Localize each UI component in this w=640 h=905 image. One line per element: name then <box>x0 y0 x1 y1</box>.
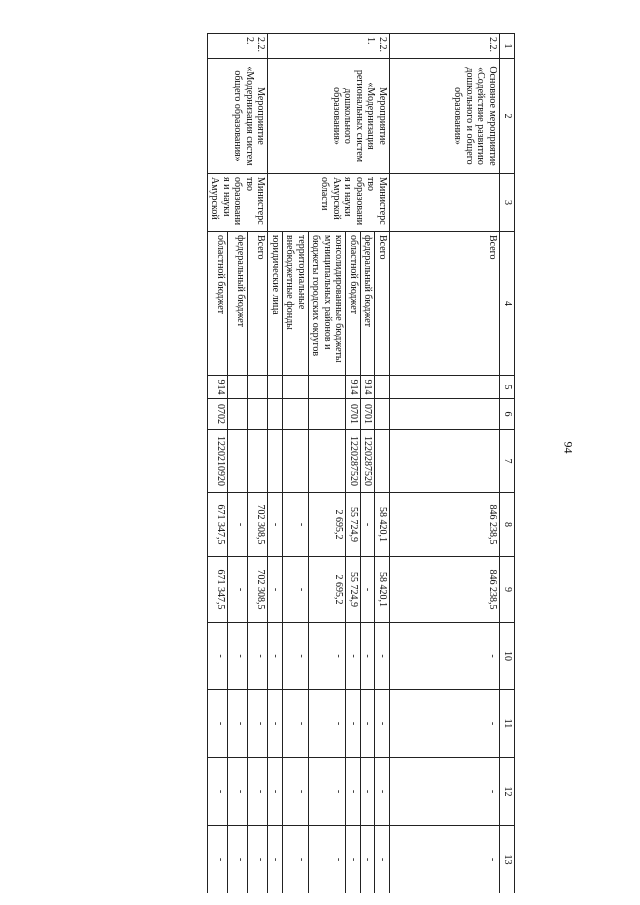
value-cell-c13: - <box>375 826 390 894</box>
value-cell-c6 <box>268 399 283 430</box>
value-cell-c10: - <box>346 623 361 690</box>
funding-source-cell: областной бюджет <box>208 232 228 376</box>
budget-table <box>207 33 515 893</box>
column-number-cell: 9 <box>500 557 515 623</box>
value-cell-c11: - <box>375 690 390 758</box>
rotated-table-container <box>110 33 515 893</box>
value-cell-c7 <box>390 430 500 493</box>
value-cell-c8: 55 724,9 <box>346 493 361 557</box>
column-number-cell: 7 <box>500 430 515 493</box>
value-cell-c5 <box>375 376 390 399</box>
value-cell-c12: - <box>248 758 268 826</box>
value-cell-c8: 671 347,5 <box>208 493 228 557</box>
value-cell-c13: - <box>228 826 248 894</box>
value-cell-c11: - <box>248 690 268 758</box>
value-cell-c13: - <box>283 826 309 894</box>
value-cell-c6 <box>390 399 500 430</box>
value-cell-c13: - <box>309 826 347 894</box>
value-cell-c10: - <box>390 623 500 690</box>
value-cell-c7: 1220287520 <box>346 430 361 493</box>
value-cell-c7 <box>248 430 268 493</box>
event-name-cell: Основное мероприятие «Содействие развитию дошкольного и общего образования» <box>390 59 500 174</box>
value-cell-c7 <box>268 430 283 493</box>
value-cell-c13: - <box>268 826 283 894</box>
funding-source-cell: Всего <box>390 232 500 376</box>
event-name-cell: Мероприятие «Модернизация региональных систем дошкольного образования» <box>268 59 390 174</box>
value-cell-c7: 1220210920 <box>208 430 228 493</box>
value-cell-c13: - <box>361 826 376 894</box>
value-cell-c9: 55 724,9 <box>346 557 361 623</box>
value-cell-c5 <box>268 376 283 399</box>
column-number-cell: 13 <box>500 826 515 894</box>
value-cell-c5 <box>390 376 500 399</box>
value-cell-c9: 846 238,5 <box>390 557 500 623</box>
value-cell-c5: 914 <box>208 376 228 399</box>
value-cell-c8: 58 420,1 <box>375 493 390 557</box>
column-number-cell: 12 <box>500 758 515 826</box>
value-cell-c11: - <box>361 690 376 758</box>
column-number-cell: 8 <box>500 493 515 557</box>
value-cell-c8: 702 308,5 <box>248 493 268 557</box>
funding-source-cell: Всего <box>248 232 268 376</box>
value-cell-c12: - <box>283 758 309 826</box>
value-cell-c8: 2 695,2 <box>309 493 347 557</box>
value-cell-c10: - <box>309 623 347 690</box>
column-number-cell: 3 <box>500 174 515 232</box>
value-cell-c9: - <box>268 557 283 623</box>
table-row <box>375 34 390 894</box>
executor-cell <box>390 174 500 232</box>
value-cell-c8: 846 238,5 <box>390 493 500 557</box>
event-name-cell: Мероприятие «Модернизация систем общего образования» <box>208 59 269 174</box>
funding-source-cell: юридические лица <box>268 232 283 376</box>
value-cell-c7 <box>283 430 309 493</box>
value-cell-c6: 0702 <box>208 399 228 430</box>
value-cell-c5 <box>309 376 347 399</box>
value-cell-c9: 702 308,5 <box>248 557 268 623</box>
value-cell-c8: - <box>361 493 376 557</box>
value-cell-c6 <box>309 399 347 430</box>
value-cell-c7 <box>228 430 248 493</box>
value-cell-c6 <box>248 399 268 430</box>
value-cell-c10: - <box>283 623 309 690</box>
column-number-cell: 6 <box>500 399 515 430</box>
value-cell-c8: - <box>283 493 309 557</box>
funding-source-cell: федеральный бюджет <box>361 232 376 376</box>
column-number-row <box>500 34 515 894</box>
value-cell-c12: - <box>361 758 376 826</box>
table-viewport <box>110 33 515 893</box>
value-cell-c9: - <box>228 557 248 623</box>
value-cell-c9: 58 420,1 <box>375 557 390 623</box>
table-body <box>208 34 515 894</box>
column-number-cell: 4 <box>500 232 515 376</box>
row-number-cell: 2.2.1. <box>268 34 390 59</box>
value-cell-c9: 671 347,5 <box>208 557 228 623</box>
value-cell-c7 <box>375 430 390 493</box>
value-cell-c13: - <box>208 826 228 894</box>
value-cell-c6 <box>283 399 309 430</box>
value-cell-c6 <box>375 399 390 430</box>
column-number-cell: 11 <box>500 690 515 758</box>
value-cell-c5 <box>283 376 309 399</box>
funding-source-cell: консолидированные бюджеты муниципальных районов и бюджеты городских округов <box>309 232 347 376</box>
value-cell-c8: - <box>228 493 248 557</box>
value-cell-c9: - <box>361 557 376 623</box>
table-row <box>248 34 268 894</box>
page-number: 94 <box>561 441 576 454</box>
value-cell-c5: 914 <box>361 376 376 399</box>
value-cell-c8: - <box>268 493 283 557</box>
column-number-cell: 2 <box>500 59 515 174</box>
value-cell-c12: - <box>375 758 390 826</box>
column-number-cell: 10 <box>500 623 515 690</box>
value-cell-c5 <box>228 376 248 399</box>
value-cell-c11: - <box>283 690 309 758</box>
executor-cell: Министерство образования и науки Амурской <box>208 174 269 232</box>
value-cell-c6 <box>228 399 248 430</box>
funding-source-cell: федеральный бюджет <box>228 232 248 376</box>
executor-cell: Министерство образования и науки Амурской области <box>268 174 390 232</box>
value-cell-c9: - <box>283 557 309 623</box>
value-cell-c5: 914 <box>346 376 361 399</box>
value-cell-c6: 0701 <box>361 399 376 430</box>
value-cell-c12: - <box>228 758 248 826</box>
funding-source-cell: территориальные внебюджетные фонды <box>283 232 309 376</box>
column-number-cell: 5 <box>500 376 515 399</box>
value-cell-c11: - <box>309 690 347 758</box>
value-cell-c7: 1220287520 <box>361 430 376 493</box>
value-cell-c10: - <box>268 623 283 690</box>
value-cell-c12: - <box>390 758 500 826</box>
value-cell-c13: - <box>248 826 268 894</box>
value-cell-c12: - <box>346 758 361 826</box>
value-cell-c11: - <box>228 690 248 758</box>
value-cell-c11: - <box>390 690 500 758</box>
value-cell-c11: - <box>208 690 228 758</box>
value-cell-c13: - <box>346 826 361 894</box>
value-cell-c5 <box>248 376 268 399</box>
value-cell-c12: - <box>268 758 283 826</box>
value-cell-c10: - <box>208 623 228 690</box>
value-cell-c10: - <box>375 623 390 690</box>
value-cell-c10: - <box>361 623 376 690</box>
column-number-cell: 1 <box>500 34 515 59</box>
value-cell-c12: - <box>208 758 228 826</box>
value-cell-c7 <box>309 430 347 493</box>
funding-source-cell: областной бюджет <box>346 232 361 376</box>
value-cell-c6: 0701 <box>346 399 361 430</box>
value-cell-c9: 2 695,2 <box>309 557 347 623</box>
value-cell-c12: - <box>309 758 347 826</box>
row-number-cell: 2.2. <box>390 34 500 59</box>
value-cell-c11: - <box>268 690 283 758</box>
table-row <box>390 34 500 894</box>
row-number-cell: 2.2.2. <box>208 34 269 59</box>
value-cell-c11: - <box>346 690 361 758</box>
value-cell-c10: - <box>248 623 268 690</box>
value-cell-c10: - <box>228 623 248 690</box>
funding-source-cell: Всего <box>375 232 390 376</box>
value-cell-c13: - <box>390 826 500 894</box>
